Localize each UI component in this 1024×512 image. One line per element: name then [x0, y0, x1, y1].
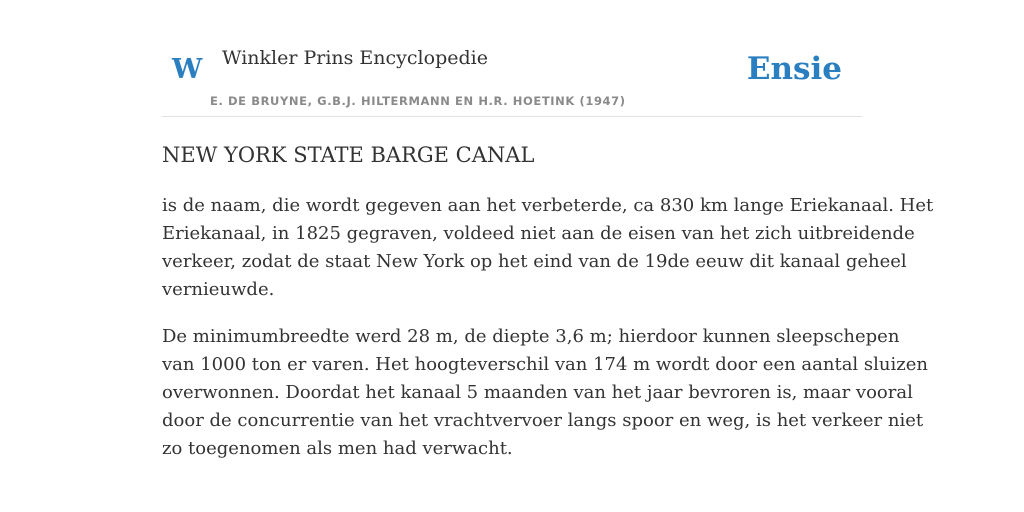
source-authors: E. DE BRUYNE, G.B.J. HILTERMANN EN H.R. HOETINK (1947) — [210, 94, 626, 108]
ensie-brand-logo[interactable]: Ensie — [746, 51, 842, 87]
article-paragraph-1 — [162, 192, 934, 304]
paragraph-line: Eriekanaal, in 1825 gegraven, voldeed niet aan de eisen van het zich uitbreidende — [162, 223, 915, 244]
paragraph-line: door de concurrentie van het vrachtvervoer langs spoor en weg, is het verkeer niet — [162, 410, 924, 431]
article-paragraph-2 — [162, 323, 928, 463]
paragraph-line: De minimumbreedte werd 28 m, de diepte 3,6 m; hierdoor kunnen sleepschepen — [162, 326, 900, 347]
paragraph-line: verkeer, zodat de staat New York op het eind van de 19de eeuw dit kanaal geheel — [162, 251, 907, 272]
paragraph-line: van 1000 ton er varen. Het hoogteverschil van 174 m wordt door een aantal sluizen — [162, 354, 928, 375]
paragraph-line: overwonnen. Doordat het kanaal 5 maanden van het jaar bevroren is, maar vooral — [162, 382, 913, 403]
paragraph-line: vernieuwde. — [162, 279, 275, 300]
winkler-prins-logo-icon: W — [172, 54, 203, 85]
paragraph-line: zo toegenomen als men had verwacht. — [162, 438, 513, 459]
paragraph-line: is de naam, die wordt gegeven aan het verbeterde, ca 830 km lange Eriekanaal. Het — [162, 195, 934, 216]
source-title[interactable]: Winkler Prins Encyclopedie — [222, 47, 488, 69]
page-container — [162, 0, 934, 459]
source-header — [162, 0, 862, 117]
article-title: NEW YORK STATE BARGE CANAL — [162, 143, 535, 167]
